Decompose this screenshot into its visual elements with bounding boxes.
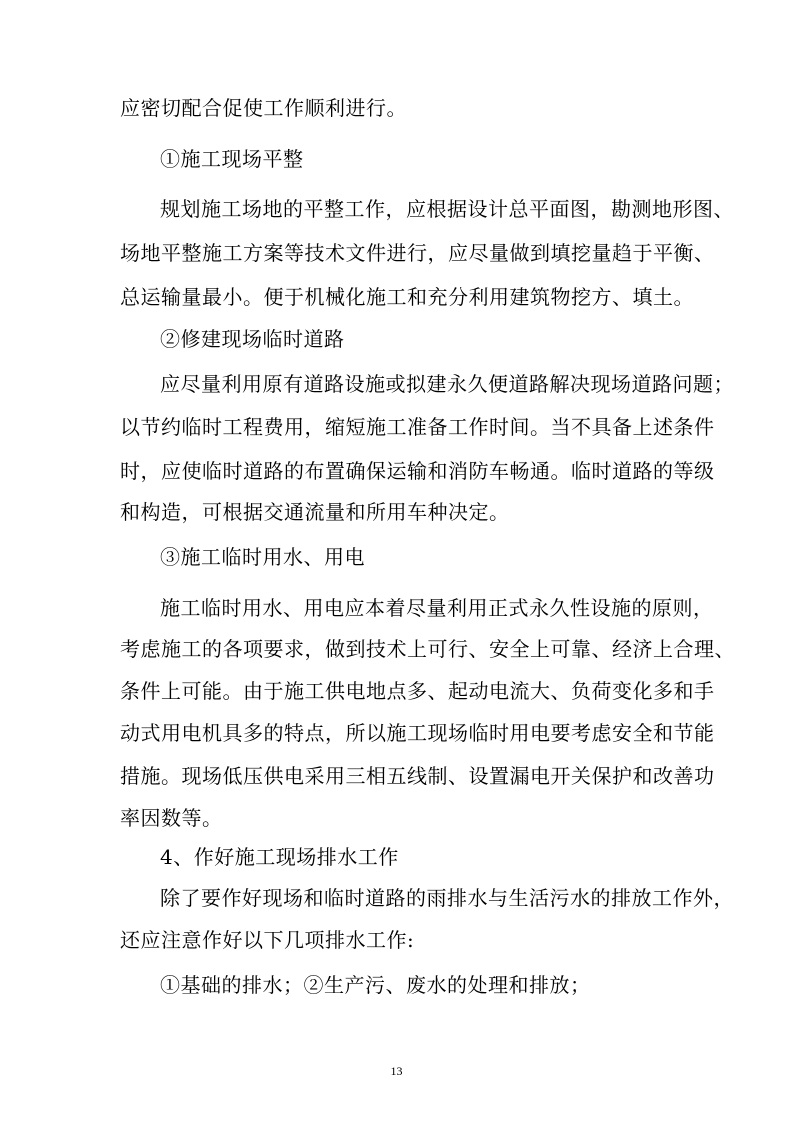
text-line: 率因数等。: [120, 806, 223, 830]
section-heading: ③施工临时用水、用电: [160, 545, 365, 569]
text-line: 措施。现场低压供电采用三相五线制、设置漏电开关保护和改善功: [120, 764, 715, 788]
text-line: 规划施工场地的平整工作，应根据设计总平面图，勘测地形图、: [160, 197, 734, 221]
section-heading: 4、作好施工现场排水工作: [160, 845, 399, 869]
text-line: 场地平整施工方案等技术文件进行，应尽量做到填挖量趋于平衡、: [120, 241, 715, 265]
text-line: 总运输量最小。便于机械化施工和充分利用建筑物挖方、填土。: [120, 285, 694, 309]
page-number: 13: [390, 1064, 403, 1078]
text-line: 和构造，可根据交通流量和所用车种决定。: [120, 500, 510, 524]
text-line: 施工临时用水、用电应本着尽量利用正式永久性设施的原则，: [160, 596, 714, 620]
text-line: ①基础的排水；②生产污、废水的处理和排放；: [160, 973, 591, 997]
text-line: 条件上可能。由于施工供电地点多、起动电流大、负荷变化多和手: [120, 679, 715, 703]
text-line: 应密切配合促使工作顺利进行。: [120, 96, 407, 120]
text-line: 应尽量利用原有道路设施或拟建永久便道路解决现场道路问题；: [160, 372, 734, 396]
text-line: 还应注意作好以下几项排水工作:: [120, 928, 415, 952]
section-heading: ①施工现场平整: [160, 147, 304, 171]
section-heading: ②修建现场临时道路: [160, 327, 345, 351]
text-line: 考虑施工的各项要求，做到技术上可行、安全上可靠、经济上合理、: [120, 637, 735, 661]
text-line: 动式用电机具多的特点，所以施工现场临时用电要考虑安全和节能: [120, 721, 715, 745]
text-line: 除了要作好现场和临时道路的雨排水与生活污水的排放工作外，: [160, 886, 734, 910]
text-line: 时，应使临时道路的布置确保运输和消防车畅通。临时道路的等级: [120, 459, 715, 483]
text-line: 以节约临时工程费用，缩短施工准备工作时间。当不具备上述条件: [120, 415, 715, 439]
